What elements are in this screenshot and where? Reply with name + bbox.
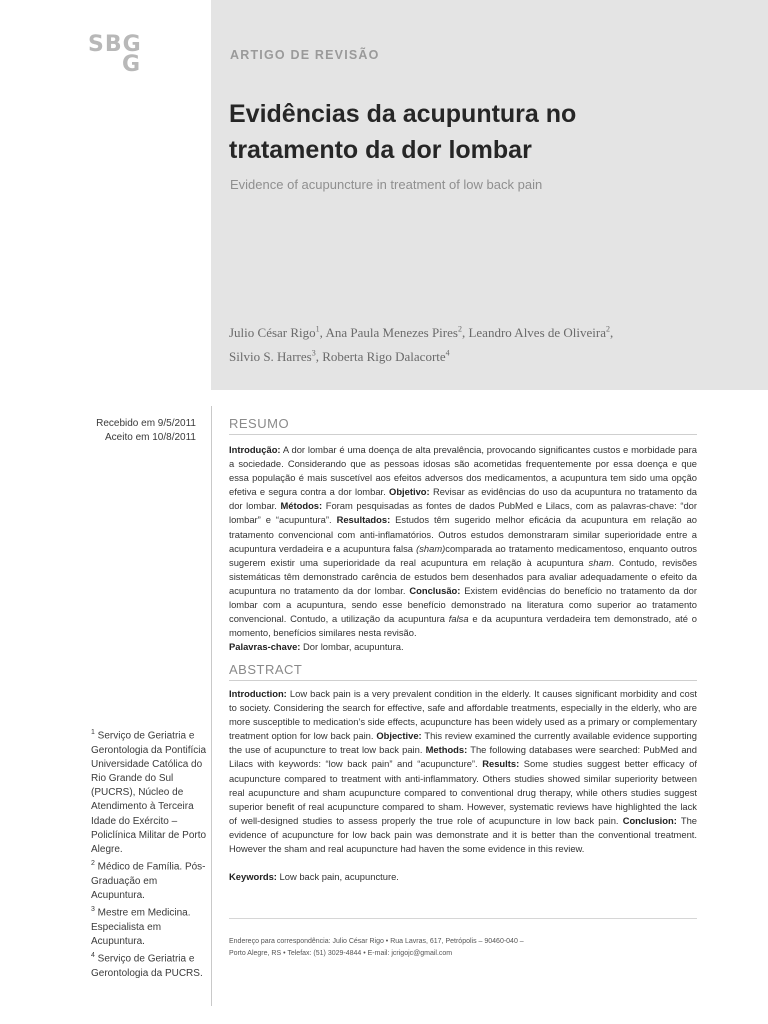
author-list <box>229 320 739 367</box>
address-line-2: Porto Alegre, RS • Telefax: (51) 3029-4844 • E-mail: jcrigojc@gmail.com <box>229 950 453 957</box>
journal-logo <box>88 34 148 80</box>
affiliation-item: $^4$ Serviço de Geriatria e Gerontologia da PUCRS. <box>91 952 203 979</box>
resumo-text: Introdução: A dor lombar é uma doença de alta prevalência, provocando significantes custos e morbidade para a sociedade. Considerando que as pessoas idosas são acometidas frequentemente por essa doença e que essa população é mais suscetível aos efeitos adversos dos medicamentos, a acupuntura tem sido uma opção efetiva e segura contra a dor lombar. Objetivo: Revisar as evidências do uso da acupuntura no tratamento da dor lombar. Métodos: Foram pesquisadas as fontes de dados PubMed e Lilacs, com as palavras-chave: “dor lombar” e “acupuntura”. Resultados: Estudos têm sugerido melhor eficácia da acupuntura em relação ao tratamento convencional com anti-inflamatórios. Outros estudos demonstraram similar superioridade entre a acupuntura verdadeira e a acupuntura falsa (sham)comparada ao tratamento medicamentoso, enquanto outros sugerem existir uma superioridade da real acupuntura em relação à acupuntura sham. Contudo, revisões sistemáticas têm demonstrado carência de estudos bem desenhados para avaliar adequadamente o efeito da acupuntura no tratamento da dor lombar. Conclusão: Existem evidências do benefício no tratamento da dor lombar com a acupuntura, sendo esse benefício demonstrado na literatura como superior ao tratamento convencional. Contudo, a utilização da acupuntura falsa e da acupuntura verdadeira tem demonstrado, até o momento, benefícios similares nesta revisão. <box>229 444 698 639</box>
title-line-2: tratamento da dor lombar <box>229 136 532 164</box>
resumo-heading: RESUMO <box>229 416 290 431</box>
affiliation-item: $^1$ Serviço de Geriatria e Gerontologia da Pontifícia Universidade Católica do Rio Grande do Sul (PUCRS), Núcleo de Atendimento à Terceira Idade do Exército – Policlínica Militar de Porto Alegre. <box>91 729 207 855</box>
article-subtitle: Evidence of acupuncture in treatment of low back pain <box>230 177 543 192</box>
affiliation-item: $^3$ Mestre em Medicina. Especialista em Acupuntura. <box>91 906 191 947</box>
author: Roberta Rigo Dalacorte$^4$ <box>322 348 450 364</box>
footer-divider <box>229 918 697 919</box>
section-label: ARTIGO DE REVISÃO <box>230 48 380 62</box>
resumo-keywords: Palavras-chave: Dor lombar, acupuntura. <box>229 641 404 652</box>
author: Silvio S. Harres$^3$, <box>229 348 323 364</box>
affiliations <box>91 726 209 981</box>
affiliation-item: $^2$ Médico de Família. Pós-Graduação em Acupuntura. <box>91 860 206 901</box>
abstract-divider <box>229 680 697 681</box>
abstract-heading: ABSTRACT <box>229 662 303 677</box>
author: Ana Paula Menezes Pires$^2$, <box>325 325 469 341</box>
article-title <box>229 96 749 168</box>
title-line-1: Evidências da acupuntura no <box>229 100 577 128</box>
logo-line-1: SBG <box>88 32 142 57</box>
author: Leandro Alves de Oliveira$^2$, <box>468 325 614 341</box>
abstract-keywords: Keywords: Low back pain, acupuncture. <box>229 871 399 882</box>
column-divider <box>211 406 212 1006</box>
accepted-date: Aceito em 10/8/2011 <box>105 432 196 443</box>
logo-line-2: G <box>122 52 142 77</box>
author: Julio César Rigo$^1$, <box>229 325 326 341</box>
submission-dates <box>60 417 196 445</box>
correspondence-address <box>229 936 699 960</box>
resumo-divider <box>229 434 697 435</box>
abstract-text: Introduction: Low back pain is a very prevalent condition in the elderly. It causes significant morbidity and cost to society. Considering the search for effective, safe and affordable treatments, especially in the elderly, who are more susceptible to medication’s side effects, acupuncture has been widely used as a primary or complementary treatment option for low back pain. Objective: This review examined the currently available evidence supporting the use of acupuncture to treat low back pain. Methods: The following databases were searched: PubMed and Lilacs with keywords: “low back pain” and “acupuncture”. Results: Some studies suggest better efficacy of acupuncture compared to treatment with anti-inflammatory. Others studies showed similar superiority between real acupuncture and sham acupuncture compared to conventional drug therapy, while others studies suggest superior benefit of real acupuncture compared to sham. However, systematic reviews have highlighted the lack of well-designed studies to assess properly the true role of acupuncture in low back pain. Conclusion: The evidence of acupuncture for low back pain was demonstrate and it is better than the conventional treatment. However the sham and real acupuncture had haven the some evidence in this review. <box>229 688 697 855</box>
received-date: Recebido em 9/5/2011 <box>96 418 196 429</box>
address-line-1: Endereço para correspondência: Julio César Rigo • Rua Lavras, 617, Petrópolis – 90460-040 – <box>229 938 524 945</box>
